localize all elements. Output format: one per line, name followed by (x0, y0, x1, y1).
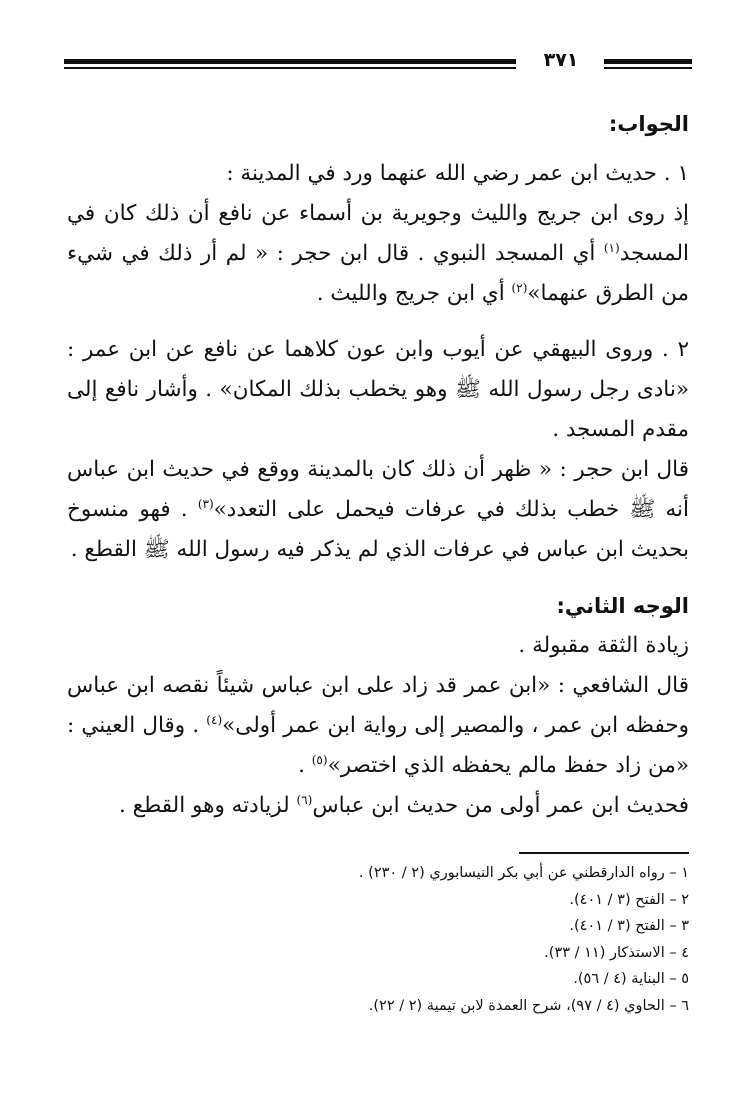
footnote-separator (519, 852, 689, 854)
footnote-ref-2[interactable]: (٢) (511, 280, 528, 295)
footnote-item: ٦ – الحاوي (٤ / ٩٧)، شرح العمدة لابن تيمية (٢ / ٢٢). (368, 997, 689, 1014)
footnote-ref-4[interactable]: (٤) (206, 712, 223, 727)
footnote-item: ٢ – الفتح (٣ / ٤٠١). (569, 891, 689, 908)
footnotes-list (67, 860, 689, 1019)
footnote-item: ٥ – البناية (٤ / ٥٦). (573, 971, 689, 987)
footnote-ref-5[interactable]: (٥) (311, 752, 328, 767)
footnote-item: ٣ – الفتح (٣ / ٤٠١). (569, 918, 689, 934)
answer-heading: الجواب: (608, 112, 689, 136)
footnote-ref-1[interactable]: (١) (603, 240, 620, 255)
conclusion: فحديث ابن عمر أولى من حديث ابن عباس$^{(٦)}$ لزيادته وهو القطع . (119, 792, 689, 818)
header-rule-left (64, 59, 516, 64)
page-header (64, 49, 692, 72)
second-aspect-heading: الوجه الثاني: (556, 594, 689, 618)
point-one-body: إذ روى ابن جريج والليث وجويرية بن أسماء عن نافع أن ذلك كان في المسجد$^{(١)}$ أي المسجد النبوي . قال ابن حجر : « لم أر ذلك في شيء من الطرق عنهما»$^{(٢)}$ أي ابن جريج والليث . (67, 201, 689, 306)
footnote-ref-6[interactable]: (٦) (296, 792, 313, 807)
footnote-ref-3[interactable]: (٣) (197, 496, 214, 511)
footnote-item: ٤ – الاستذكار (١١ / ٣٣). (544, 944, 689, 961)
point-two-body: ٢ . وروى البيهقي عن أيوب وابن عون كلاهما عن نافع عن ابن عمر : «نادى رجل رسول الله ﷺ وهو يخطب بذلك المكان» . وأشار نافع إلى مقدم المسجد . (67, 337, 689, 442)
ibn-hajar-quote: قال ابن حجر : « ظهر أن ذلك كان بالمدينة ووقع في حديث ابن عباس أنه ﷺ خطب بذلك في عرفات فيحمل على التعدد»$^{(٣)}$ . فهو منسوخ بحديث ابن عباس في عرفات الذي لم يذكر فيه رسول الله ﷺ القطع . (67, 457, 689, 562)
point-one-title: ١ . حديث ابن عمر رضي الله عنهما ورد في المدينة : (226, 161, 689, 186)
footnote-item: ١ – رواه الدارقطني عن أبي بكر النيسابوري (٢ / ٢٣٠) . (358, 865, 689, 881)
header-rule-right (604, 59, 692, 64)
page-number: ٣٧١ (543, 49, 579, 71)
main-text (67, 104, 689, 826)
shafii-quote: قال الشافعي : «ابن عمر قد زاد على ابن عباس شيئاً نقصه ابن عباس وحفظه ابن عمر ، والمصير إلى رواية ابن عمر أولى»$^{(٤)}$ . وقال العيني : «من زاد حفظ مالم يحفظه الذي اختصر»$^{(٥)}$ . (67, 673, 689, 778)
second-aspect-statement: زيادة الثقة مقبولة . (518, 633, 689, 658)
